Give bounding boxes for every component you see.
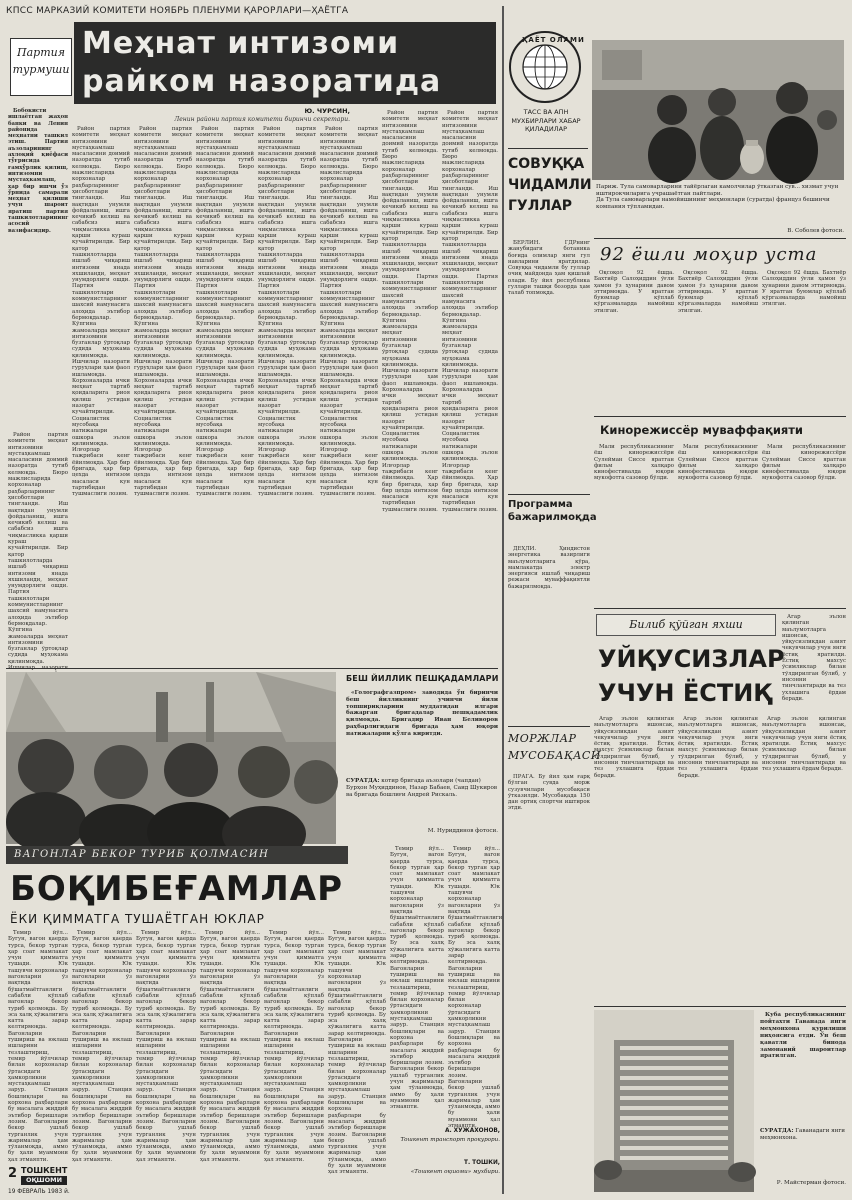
- section2-column: Темир йўл... Бугун, вагон қаерда турса, бекор турган ҳар соат мамлакат учун қимматга тушади. Юк ташувчи корхоналар вагонларни ўз вақтида бўшатмаётганлиги сабабли кўплаб вагонлар бекор туриб қолмоқда. Бу эса халқ хўжалигига катта зарар келтирмоқда. Вагонларни тушириш ва юклаш ишларини тезлаштириш, темир йўлчилар билан корхоналар ўртасидаги ҳамкорликни мустаҳкамлаш зарур. Станция бошлиқлари ва корхона раҳбарлари бу масалага жиддий эътибор беришлари лозим. Вагонларни бекор ушлаб турганлик учун жарималар ҳам тўланмоқда, аммо бу ҳали муаммони ҳал этмаяпти.: [200, 930, 260, 1163]
- footer-logo-number: 2: [8, 1166, 18, 1181]
- story6-column: Агар эълон қилинган маълумотларга ишонсак, уйқусизликдан азият чекувчилар учун янги ёстиқ яратилди. Ёстиқ махсус ўсимликлар билан тўлдирилган бўлиб, у инсонни тинчлантиради ва тез ухлашига ёрдам беради.: [678, 716, 758, 779]
- story3-column: ПРАГА. Бу йил ҳам ғарқ бўлган сувда морж сузувчилари мусобақаси ўтказилди. Мусобақада 150 дан ортиқ спортчи иштирок этди.: [508, 774, 590, 812]
- story4-column: Оқсоқол 92 ёшда. Бахтиёр Салоҳиддин ўғли ҳамон ўз ҳунарини давом эттирмоқда. У яратган буюмлар кўплаб кўргазмаларда намойиш этилган.: [594, 270, 674, 314]
- section2-headline: БОҚИБЕҒАМЛАР: [10, 869, 344, 909]
- story6-rubric: Билиб қўйган яхши: [629, 618, 743, 631]
- story6-headline-2: УЧУН ЁСТИҚ: [598, 679, 772, 707]
- story1-headline: СОВУҚҚА ЧИДАМЛИ ГУЛЛАР: [508, 156, 592, 214]
- article-column: Район партия комитети меҳнат интизомини мустаҳкамлаш масаласини доимий назоратда тутиб келмоқда. Бюро мажлисларида корхоналар раҳбарларининг ҳисоботлари тингланди. Иш вақтидан унумли фойдаланиш, ишга кечикиб келиш ва сабабсиз ишга чиқмасликка қарши кураш кучайтирилди. Бир қатор ташкилотларда ишлаб чиқариш интизоми янада яхшиланди, меҳнат унумдорлиги ошди. Партия ташкилотлари коммунистларнинг шахсий намунасига алоҳида эътибор бермоқдалар. Кўпгина жамоаларда меҳнат интизомини бузганлар ўртоқлар судида муҳокама қилинмоқда. Ишчилар назорати гуруҳлари ҳам фаол ишламоқда. Корхоналарда ички меҳнат тартиб қоидаларига риоя қилиш устидан назорат кучайтирилди. Социалистик мусобақа натижалари ошкора эълон қилинмоқда. Илғорлар тажрибаси кенг ёйилмоқда. Ҳар бир бригада, ҳар бир цехда интизом масаласи кун тартибидан тушмаслиги лозим.: [134, 126, 192, 498]
- footer-logo-bottom: ОҚШОМИ: [21, 1176, 67, 1185]
- author-title: Ленин райони партия комитети биринчи секретари.: [174, 116, 350, 123]
- story6-headline-1: УЙҚУСИЗЛАР: [598, 645, 785, 673]
- author-name: Ю. ЧУРСИН,: [304, 107, 350, 115]
- story6-column: Агар эълон қилинган маълумотларга ишонсак, уйқусизликдан азият чекувчилар учун янги ёстиқ яратилди. Ёстиқ махсус ўсимликлар билан тўлдирилган бўлиб, у инсонни тинчлантиради ва тез ухлашига ёрдам беради.: [782, 614, 846, 702]
- footer-date: 19 ФЕВРАЛЬ 1983 й.: [8, 1189, 70, 1195]
- article-column: Район партия комитети меҳнат интизомини мустаҳкамлаш масаласини доимий назоратда тутиб келмоқда. Бюро мажлисларида корхоналар раҳбарларининг ҳисоботлари тингланди. Иш вақтидан унумли фойдаланиш, ишга кечикиб келиш ва сабабсиз ишга чиқмасликка қарши кураш кучайтирилди. Бир қатор ташкилотларда ишлаб чиқариш интизоми янада яхшиланди, меҳнат унумдорлиги ошди. Партия ташкилотлари коммунистларнинг шахсий намунасига алоҳида эътибор бермоқдалар. Кўпгина жамоаларда меҳнат интизомини бузганлар ўртоқлар судида муҳокама қилинмоқда.: [8, 432, 68, 665]
- cuba-hotel-photo-image: [594, 1010, 754, 1192]
- story2-headline: Программа бажарилмоқда: [508, 499, 597, 523]
- cuba-caption-label: СУРАТДА:: [760, 1128, 794, 1134]
- article-column: Район партия комитети меҳнат интизомини мустаҳкамлаш масаласини доимий назоратда тутиб келмоқда. Бюро мажлисларида корхоналар раҳбарларининг ҳисоботлари тингланди. Иш вақтидан унумли фойдаланиш, ишга кечикиб келиш ва сабабсиз ишга чиқмасликка қарши кураш кучайтирилди. Бир қатор ташкилотларда ишлаб чиқариш интизоми янада яхшиланди, меҳнат унумдорлиги ошди. Партия ташкилотлари коммунистларнинг шахсий намунасига алоҳида эътибор бермоқдалар. Кўпгина жамоаларда меҳнат интизомини бузганлар ўртоқлар судида муҳокама қилинмоқда. Ишчилар назорати гуруҳлари ҳам фаол ишламоқда. Корхоналарда ички меҳнат тартиб қоидаларига риоя қилиш устидан назорат кучайтирилди. Социалистик мусобақа натижалари ошкора эълон қилинмоқда. Илғорлар тажрибаси кенг ёйилмоқда. Ҳар бир бригада, ҳар бир цехда интизом масаласи кун тартибидан тушмаслиги лозим.: [320, 126, 378, 498]
- photo1-caption-text: котир бригада аъзолари (чапдан) Бурҳон Муҳиддинов, Назар Бабаев, Саид Шукиров ва бригада бошлиғи Андрей Рискаль.: [346, 778, 498, 798]
- samovar-caption: Париж. Тула самоварларини тайёрлаган камолчилар ўтказган сув... хизмат учун иштирокчиларига учрашаётган пайтлари.: [596, 184, 839, 197]
- story5-column: Мали республикасининг ёш кинорежиссёри Сулейман Сиссе яратган фильм халқаро кинофестивалда юқори мукофотга сазовор бўлди.: [678, 444, 758, 482]
- samovar-caption-2: Да Тула самоварлари намойишининг меҳмонлари (суратда) француз бешинчи компания тўпламидан.: [596, 197, 830, 210]
- story3-headline: МОРЖЛАР МУСОБАҚАСИ: [508, 732, 601, 762]
- section2-column: Темир йўл... Бугун, вагон қаерда турса, бекор турган ҳар соат мамлакат учун қимматга тушади. Юк ташувчи корхоналар вагонларни ўз вақтида бўшатмаётганлиги сабабли кўплаб вагонлар бекор туриб қолмоқда. Бу эса халқ хўжалигига катта зарар келтирмоқда. Вагонларни тушириш ва юклаш ишларини тезлаштириш, темир йўлчилар билан корхоналар ўртасидаги ҳамкорликни мустаҳкамлаш зарур. Станция бошлиқлари ва корхона раҳбарлари бу масалага жиддий эътибор беришлари лозим. Вагонларни бекор ушлаб турганлик учун жарималар ҳам тўланмоқда, аммо бу ҳали муаммони ҳал этмаяпти.: [328, 930, 386, 1176]
- cuba-text: Куба республикасининг пойтахти Гаванада янги меҳмонхона қурилиши ниҳоясига етди. Ўн беш қаватли бинода замонавий шароитлар яратилган.: [760, 1012, 846, 1060]
- divider: [594, 608, 846, 609]
- world-agencies: ТАСС ВА АПН МУХБИРЛАРИ ХАБАР ҚИЛАДИЛАР: [511, 108, 581, 133]
- top-kicker: КПСС МАРКАЗИЙ КОМИТЕТИ НОЯБРЬ ПЛЕНУМИ ҚАРОРЛАРИ—ҲАЁТГА: [6, 6, 349, 16]
- article-column: Район партия комитети меҳнат интизомини мустаҳкамлаш масаласини доимий назоратда тутиб келмоқда. Бюро мажлисларида корхоналар раҳбарларининг ҳисоботлари тингланди. Иш вақтидан унумли фойдаланиш, ишга кечикиб келиш ва сабабсиз ишга чиқмасликка қарши кураш кучайтирилди. Бир қатор ташкилотларда ишлаб чиқариш интизоми янада яхшиланди, меҳнат унумдорлиги ошди. Партия ташкилотлари коммунистларнинг шахсий намунасига алоҳида эътибор бермоқдалар. Кўпгина жамоаларда меҳнат интизомини бузганлар ўртоқлар судида муҳокама қилинмоқда. Ишчилар назорати гуруҳлари ҳам фаол ишламоқда. Корхоналарда ички меҳнат тартиб қоидаларига риоя қилиш устидан назорат кучайтирилди. Социалистик мусобақа натижалари ошкора эълон қилинмоқда. Илғорлар тажрибаси кенг ёйилмоқда. Ҳар бир бригада, ҳар бир цехда интизом масаласи кун тартибидан тушмаслиги лозим.: [442, 110, 498, 513]
- divider: [594, 1006, 846, 1007]
- photo1-credit: М. Нуриддинов фотоси.: [427, 828, 498, 834]
- story2-column: ДЕҲЛИ. Ҳиндистон энергетика вазирлиги маълумотларига кўра, мамлакатда электр энергияси ишлаб чиқариш режаси муваффақиятли бажарилмоқда.: [508, 546, 590, 590]
- story4-column: Оқсоқол 92 ёшда. Бахтиёр Салоҳиддин ўғли ҳамон ўз ҳунарини давом эттирмоқда. У яратган буюмлар кўплаб кўргазмаларда намойиш этилган.: [678, 270, 758, 314]
- story1-column: БЕРЛИН. ГДРнинг жанубидаги ботаника боғида олимлар янги гул навларини яратдилар. Совуққа чидамли бу гуллар очиқ майдонда ҳам қишлай олади. Бу йил республика гуллари ташқи бозорда ҳам талаб топмоқда.: [508, 240, 590, 297]
- page-divider: [502, 6, 504, 1194]
- signature-2: Т. ТОШКИ,: [463, 1160, 500, 1166]
- divider: [508, 726, 590, 727]
- samovar-credit: В. Соболев фотоси.: [787, 228, 844, 234]
- story5-column: Мали республикасининг ёш кинорежиссёри Сулейман Сиссе яратган фильм халқаро кинофестивалда юқори мукофотга сазовор бўлди.: [594, 444, 674, 482]
- cuba-caption: [760, 1128, 846, 1158]
- section2-kicker: ВАГОНЛАР БЕКОР ТУРИБ ҚОЛМАСИН: [14, 849, 270, 860]
- story4-headline: 92 ёшли моҳир уста: [600, 244, 818, 265]
- article-column: Район партия комитети меҳнат интизомини мустаҳкамлаш масаласини доимий назоратда тутиб келмоқда. Бюро мажлисларида корхоналар раҳбарларининг ҳисоботлари тингланди. Иш вақтидан унумли фойдаланиш, ишга кечикиб келиш ва сабабсиз ишга чиқмасликка қарши кураш кучайтирилди. Бир қатор ташкилотларда ишлаб чиқариш интизоми янада яхшиланди, меҳнат унумдорлиги ошди. Партия ташкилотлари коммунистларнинг шахсий намунасига алоҳида эътибор бермоқдалар. Кўпгина жамоаларда меҳнат интизомини бузганлар ўртоқлар судида муҳокама қилинмоқда. Ишчилар назорати гуруҳлари ҳам фаол ишламоқда. Корхоналарда ички меҳнат тартиб қоидаларига риоя қилиш устидан назорат кучайтирилди. Социалистик мусобақа натижалари ошкора эълон қилинмоқда. Илғорлар тажрибаси кенг ёйилмоқда. Ҳар бир бригада, ҳар бир цехда интизом масаласи кун тартибидан тушмаслиги лозим.: [72, 126, 130, 498]
- cuba-caption-text: Гаванадаги янги меҳмонхона.: [760, 1128, 846, 1141]
- section2-column: Темир йўл... Бугун, вагон қаерда турса, бекор турган ҳар соат мамлакат учун қимматга тушади. Юк ташувчи корхоналар вагонларни ўз вақтида бўшатмаётганлиги сабабли кўплаб вагонлар бекор туриб қолмоқда. Бу эса халқ хўжалигига катта зарар келтирмоқда. Вагонларни тушириш ва юклаш ишларини тезлаштириш, темир йўлчилар билан корхоналар ўртасидаги ҳамкорликни мустаҳкамлаш зарур. Станция бошлиқлари ва корхона раҳбарлари бу масалага жиддий эътибор беришлари лозим. Вагонларни бекор ушлаб турганлик учун жарималар ҳам тўланмоқда, аммо бу ҳали муаммони ҳал этмаяпти.: [8, 930, 68, 1163]
- story5-column: Мали республикасининг ёш кинорежиссёри Сулейман Сиссе яратган фильм халқаро кинофестивалда юқори мукофотга сазовор бўлди.: [762, 444, 846, 482]
- samovar-photo: [592, 40, 844, 180]
- signature-1-title: Тошкент транспорт прокурори.: [400, 1137, 500, 1143]
- section2-column: Темир йўл... Бугун, вагон қаерда турса, бекор турган ҳар соат мамлакат учун қимматга тушади. Юк ташувчи корхоналар вагонларни ўз вақтида бўшатмаётганлиги сабабли кўплаб вагонлар бекор туриб қолмоқда. Бу эса халқ хўжалигига катта зарар келтирмоқда. Вагонларни тушириш ва юклаш ишларини тезлаштириш, темир йўлчилар билан корхоналар ўртасидаги ҳамкорликни мустаҳкамлаш зарур. Станция бошлиқлари ва корхона раҳбарлари бу масалага жиддий эътибор беришлари лозим. Вагонларни бекор ушлаб турганлик учун жарималар ҳам тўланмоқда, аммо бу ҳали муаммони ҳал этмаяпти.: [448, 846, 503, 1130]
- samovar-photo-image: [592, 40, 844, 180]
- story5-headline: Кинорежиссёр муваффақияти: [600, 423, 803, 437]
- footer-logo: [8, 1164, 68, 1192]
- section2-column: Темир йўл... Бугун, вагон қаерда турса, бекор турган ҳар соат мамлакат учун қимматга тушади. Юк ташувчи корхоналар вагонларни ўз вақтида бўшатмаётганлиги сабабли кўплаб вагонлар бекор туриб қолмоқда. Бу эса халқ хўжалигига катта зарар келтирмоқда. Вагонларни тушириш ва юклаш ишларини тезлаштириш, темир йўлчилар билан корхоналар ўртасидаги ҳамкорликни мустаҳкамлаш зарур. Станция бошлиқлари ва корхона раҳбарлари бу масалага жиддий эътибор беришлари лозим. Вагонларни бекор ушлаб турганлик учун жарималар ҳам тўланмоқда, аммо бу ҳали муаммони ҳал этмаяпти.: [136, 930, 196, 1163]
- article-column: Район партия комитети меҳнат интизомини мустаҳкамлаш масаласини доимий назоратда тутиб келмоқда. Бюро мажлисларида корхоналар раҳбарларининг ҳисоботлари тингланди. Иш вақтидан унумли фойдаланиш, ишга кечикиб келиш ва сабабсиз ишга чиқмасликка қарши кураш кучайтирилди. Бир қатор ташкилотларда ишлаб чиқариш интизоми янада яхшиланди, меҳнат унумдорлиги ошди. Партия ташкилотлари коммунистларнинг шахсий намунасига алоҳида эътибор бермоқдалар. Кўпгина жамоаларда меҳнат интизомини бузганлар ўртоқлар судида муҳокама қилинмоқда. Ишчилар назорати гуруҳлари ҳам фаол ишламоқда. Корхоналарда ички меҳнат тартиб қоидаларига риоя қилиш устидан назорат кучайтирилди. Социалистик мусобақа натижалари ошкора эълон қилинмоқда. Илғорлар тажрибаси кенг ёйилмоқда. Ҳар бир бригада, ҳар бир цехда интизом масаласи кун тартибидан тушмаслиги лозим.: [382, 110, 438, 513]
- world-logo-ring-text: ҲАЁТ ОЛАМИ: [522, 36, 585, 44]
- divider: [594, 416, 846, 417]
- article-column: Район партия комитети меҳнат интизомини мустаҳкамлаш масаласини доимий назоратда тутиб келмоқда. Бюро мажлисларида корхоналар раҳбарларининг ҳисоботлари тингланди. Иш вақтидан унумли фойдаланиш, ишга кечикиб келиш ва сабабсиз ишга чиқмасликка қарши кураш кучайтирилди. Бир қатор ташкилотларда ишлаб чиқариш интизоми янада яхшиланди, меҳнат унумдорлиги ошди. Партия ташкилотлари коммунистларнинг шахсий намунасига алоҳида эътибор бермоқдалар. Кўпгина жамоаларда меҳнат интизомини бузганлар ўртоқлар судида муҳокама қилинмоқда. Ишчилар назорати гуруҳлари ҳам фаол ишламоқда. Корхоналарда ички меҳнат тартиб қоидаларига риоя қилиш устидан назорат кучайтирилди. Социалистик мусобақа натижалари ошкора эълон қилинмоқда. Илғорлар тажрибаси кенг ёйилмоқда. Ҳар бир бригада, ҳар бир цехда интизом масаласи кун тартибидан тушмаслиги лозим.: [258, 126, 316, 498]
- section2-subhead: ЁКИ ҚИММАТГА ТУШАЁТГАН ЮКЛАР: [10, 912, 265, 926]
- story4-column: Оқсоқол 92 ёшда. Бахтиёр Салоҳиддин ўғли ҳамон ўз ҳунарини давом эттирмоқда. У яратган буюмлар кўплаб кўргазмаларда намойиш этилган.: [762, 270, 846, 308]
- brigade-photo-image: [6, 672, 336, 844]
- signature-2-title: «Тошкент оқшоми» мухбири.: [410, 1169, 500, 1175]
- article-column: Район партия комитети меҳнат интизомини мустаҳкамлаш масаласини доимий назоратда тутиб келмоқда. Бюро мажлисларида корхоналар раҳбарларининг ҳисоботлари тингланди. Иш вақтидан унумли фойдаланиш, ишга кечикиб келиш ва сабабсиз ишга чиқмасликка қарши кураш кучайтирилди. Бир қатор ташкилотларда ишлаб чиқариш интизоми янада яхшиланди, меҳнат унумдорлиги ошди. Партия ташкилотлари коммунистларнинг шахсий намунасига алоҳида эътибор бермоқдалар. Кўпгина жамоаларда меҳнат интизомини бузганлар ўртоқлар судида муҳокама қилинмоқда. Ишчилар назорати гуруҳлари ҳам фаол ишламоқда. Корхоналарда ички меҳнат тартиб қоидаларига риоя қилиш устидан назорат кучайтирилди. Социалистик мусобақа натижалари ошкора эълон қилинмоқда. Илғорлар тажрибаси кенг ёйилмоқда. Ҳар бир бригада, ҳар бир цехда интизом масаласи кун тартибидан тушмаслиги лозим.: [196, 126, 254, 498]
- divider: [6, 668, 498, 669]
- party-life-rubric-label: Партия турмуши: [12, 46, 70, 76]
- story6-column: Агар эълон қилинган маълумотларга ишонсак, уйқусизликдан азият чекувчилар учун янги ёстиқ яратилди. Ёстиқ махсус ўсимликлар билан тўлдирилган бўлиб, у инсонни тинчлантиради ва тез ухлашига ёрдам беради.: [594, 716, 674, 779]
- photo1-caption-label: СУРАТДА:: [346, 778, 380, 784]
- footer-logo-top: ТОШКЕНТ: [21, 1166, 68, 1175]
- headline-line-2: райком назоратида: [82, 64, 442, 99]
- cuba-hotel-photo: [594, 1010, 754, 1192]
- section2-column: Темир йўл... Бугун, вагон қаерда турса, бекор турган ҳар соат мамлакат учун қимматга тушади. Юк ташувчи корхоналар вагонларни ўз вақтида бўшатмаётганлиги сабабли кўплаб вагонлар бекор туриб қолмоқда. Бу эса халқ хўжалигига катта зарар келтирмоқда. Вагонларни тушириш ва юклаш ишларини тезлаштириш, темир йўлчилар билан корхоналар ўртасидаги ҳамкорликни мустаҳкамлаш зарур. Станция бошлиқлари ва корхона раҳбарлари бу масалага жиддий эътибор беришлари лозим. Вагонларни бекор ушлаб турганлик учун жарималар ҳам тўланмоқда, аммо бу ҳали муаммони ҳал этмаяпти.: [264, 930, 324, 1163]
- divider: [508, 494, 590, 495]
- photo1-kicker: БЕШ ЙИЛЛИК ПЕШҚАДАМЛАРИ: [346, 674, 499, 683]
- section2-column: Темир йўл... Бугун, вагон қаерда турса, бекор турган ҳар соат мамлакат учун қимматга тушади. Юк ташувчи корхоналар вагонларни ўз вақтида бўшатмаётганлиги сабабли кўплаб вагонлар бекор туриб қолмоқда. Бу эса халқ хўжалигига катта зарар келтирмоқда. Вагонларни тушириш ва юклаш ишларини тезлаштириш, темир йўлчилар билан корхоналар ўртасидаги ҳамкорликни мустаҳкамлаш зарур. Станция бошлиқлари ва корхона раҳбарлари бу масалага жиддий эътибор беришлари лозим. Вагонларни бекор ушлаб турганлик учун жарималар ҳам тўланмоқда, аммо бу ҳали муаммони ҳал этмаяпти.: [390, 846, 445, 1111]
- story6-column: Агар эълон қилинган маълумотларга ишонсак, уйқусизликдан азият чекувчилар учун янги ёстиқ яратилди. Ёстиқ махсус ўсимликлар билан тўлдирилган бўлиб, у инсонни тинчлантиради ва тез ухлашига ёрдам беради.: [762, 716, 846, 773]
- photo1-text: «Голографгазпром» заводида ўн биринчи беш йилликнинг учинчи йили топшириқларини муддатидан илгари бажарган бригадалар пешқадамлик қилмоқда. Бригадир Иван Беливоров раҳбарлигидаги бригада ҳам юқори натижаларни қўлга киритди.: [346, 690, 498, 737]
- article-intro: Бобокисти ишлаётган жаҳон банки ва Ленин районида меҳнатни ташкил этиш. Партия аъзоларининг ахлоқий қиёфаси тўғрисида ғамхўрлик қилиш, интизомни мустаҳкамлаш, ҳар бир ишчи ўз ўрнида самарали меҳнат қилиши учун шароит яратиш партия ташкилотларининг асосий вазифасидир.: [8, 108, 69, 234]
- headline-line-1: Меҳнат интизоми: [82, 26, 400, 61]
- divider: [508, 148, 588, 149]
- photo1-caption: [346, 778, 498, 824]
- signature-1: А. ХУЖАХОНОВ,: [444, 1128, 500, 1134]
- brigade-photo: [6, 672, 336, 844]
- divider: [594, 238, 846, 239]
- cuba-credit: Р. Майстерман фотоси.: [776, 1180, 846, 1186]
- section2-column: Темир йўл... Бугун, вагон қаерда турса, бекор турган ҳар соат мамлакат учун қимматга тушади. Юк ташувчи корхоналар вагонларни ўз вақтида бўшатмаётганлиги сабабли кўплаб вагонлар бекор туриб қолмоқда. Бу эса халқ хўжалигига катта зарар келтирмоқда. Вагонларни тушириш ва юклаш ишларини тезлаштириш, темир йўлчилар билан корхоналар ўртасидаги ҳамкорликни мустаҳкамлаш зарур. Станция бошлиқлари ва корхона раҳбарлари бу масалага жиддий эътибор беришлари лозим. Вагонларни бекор ушлаб турганлик учун жарималар ҳам тўланмоқда, аммо бу ҳали муаммони ҳал этмаяпти.: [72, 930, 132, 1163]
